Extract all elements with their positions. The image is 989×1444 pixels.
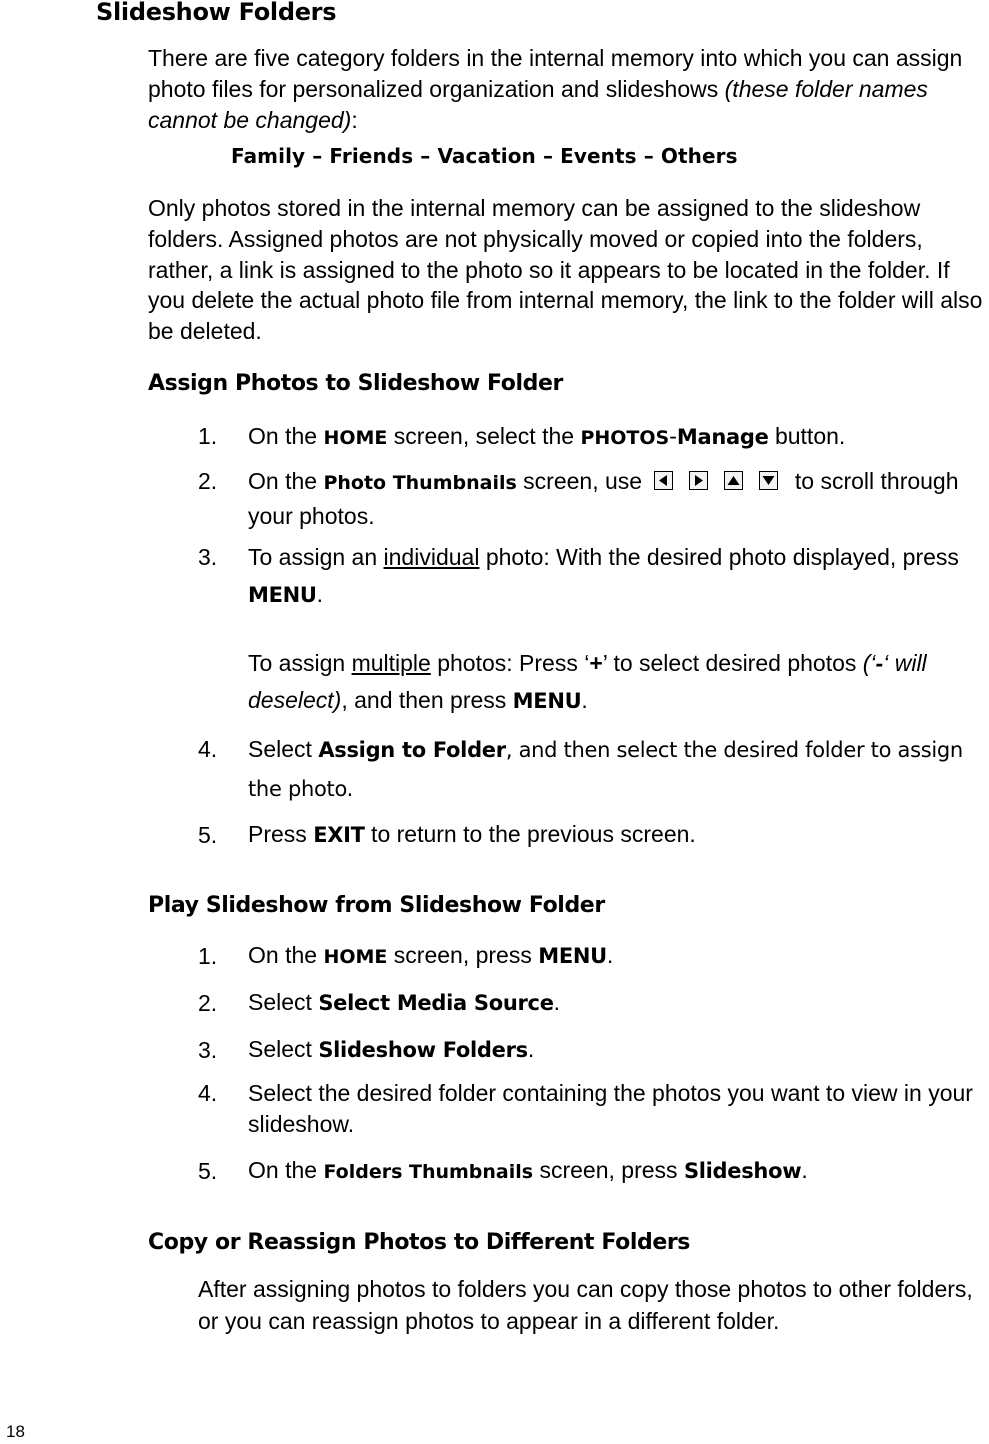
folder-names-line: Family – Friends – Vacation – Events – Others	[231, 144, 738, 168]
navigation-arrow-keys	[654, 465, 778, 498]
play-step3: Select Slideshow Folders.	[248, 1036, 535, 1062]
play-step5: On the Folders Thumbnails screen, press Slideshow.	[248, 1157, 808, 1183]
assign-step3-multiple: To assign multiple photos: Press ‘+’ to select desired photos (‘-‘ will deselect), and then press MENU.	[248, 650, 927, 713]
assign-step3: To assign an individual photo: With the desired photo displayed, press MENU.	[248, 544, 959, 607]
assign-step4-number: 4.	[198, 736, 218, 762]
play-step4-number: 4.	[198, 1080, 218, 1106]
copy-section-heading: Copy or Reassign Photos to Different Folders	[148, 1230, 690, 1255]
copy-paragraph: After assigning photos to folders you can copy those photos to other folders, or you can reassign photos to appear in a different folder.	[198, 1276, 973, 1334]
assign-step1: On the HOME screen, select the PHOTOS-Manage button.	[248, 423, 846, 449]
storage-note-paragraph: Only photos stored in the internal memory can be assigned to the slideshow folders. Assigned photos are not physically moved or copied into the folders, rather, a link is assigned to the photo so it appears to be located in the folder. If you delete the actual photo file from internal memory, the link to the folder will also be deleted.	[148, 195, 983, 345]
play-step4: Select the desired folder containing the photos you want to view in your slideshow.	[248, 1080, 973, 1137]
play-step2-number: 2.	[198, 990, 218, 1016]
assign-step1-number: 1.	[198, 423, 218, 449]
assign-step4: Select Assign to Folder, and then select the desired folder to assign the photo.	[248, 736, 963, 801]
assign-section-heading: Assign Photos to Slideshow Folder	[148, 371, 563, 396]
page-title: Slideshow Folders	[96, 0, 337, 26]
down-arrow-icon	[759, 471, 778, 490]
assign-step2-number: 2.	[198, 468, 218, 494]
assign-step5-number: 5.	[198, 822, 218, 848]
up-arrow-icon	[724, 471, 743, 490]
play-step1-number: 1.	[198, 943, 218, 969]
play-step3-number: 3.	[198, 1037, 218, 1063]
assign-step2: On the Photo Thumbnails screen, use to scroll through your photos.	[248, 465, 983, 533]
play-section-heading: Play Slideshow from Slideshow Folder	[148, 893, 605, 918]
right-arrow-icon	[689, 471, 708, 490]
left-arrow-icon	[654, 471, 673, 490]
play-step1: On the HOME screen, press MENU.	[248, 942, 614, 968]
play-step5-number: 5.	[198, 1158, 218, 1184]
play-step2: Select Select Media Source.	[248, 989, 561, 1015]
assign-step5: Press EXIT to return to the previous screen.	[248, 821, 696, 847]
page-number: 18	[6, 1422, 25, 1441]
assign-step3-number: 3.	[198, 544, 218, 570]
intro-paragraph: There are five category folders in the internal memory into which you can assign photo files for personalized organization and slideshows (these folder names cannot be changed):	[148, 45, 963, 133]
